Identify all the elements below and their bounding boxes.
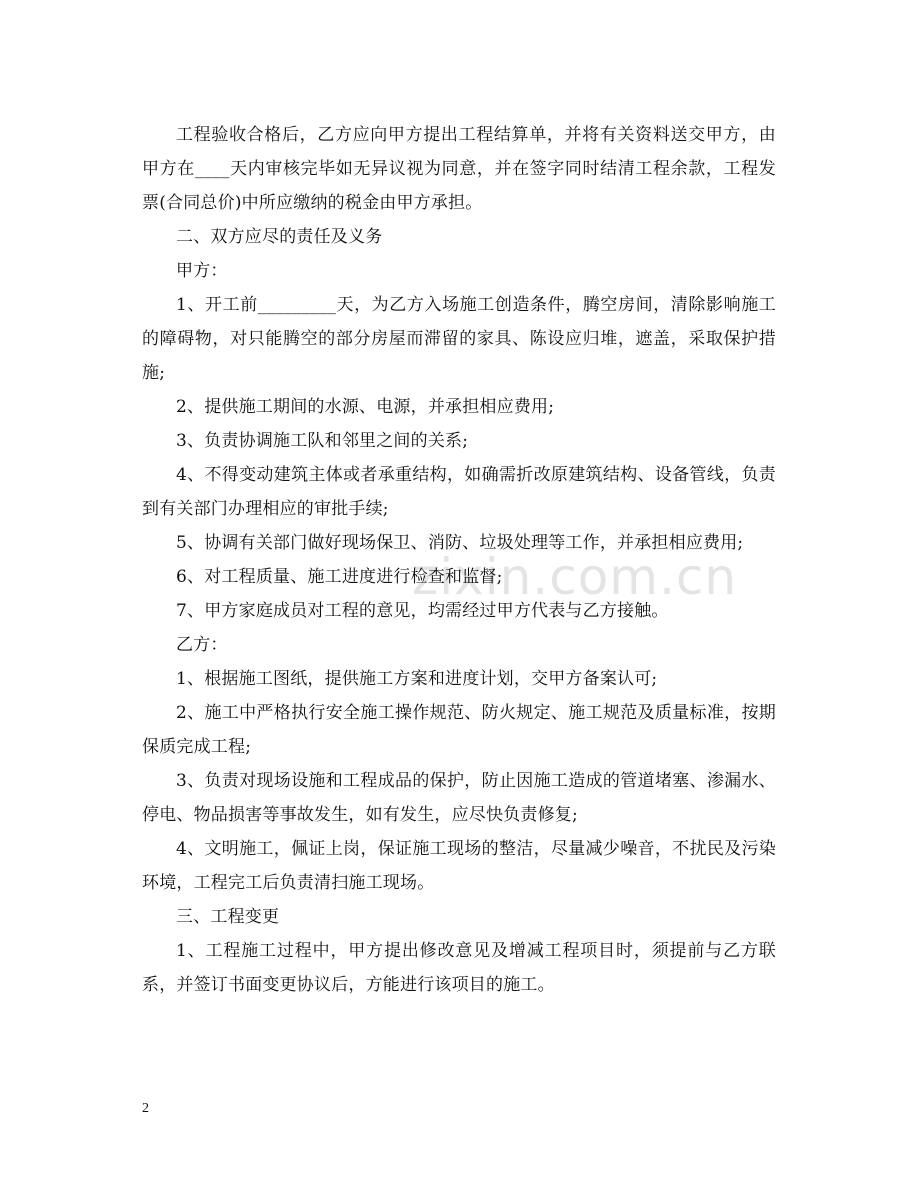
party-a-item-6: 6、对工程质量、施工进度进行检查和监督; <box>176 567 503 587</box>
party-b-heading: 乙方： <box>176 635 228 655</box>
party-a-item-3: 3、负责协调施工队和邻里之间的关系; <box>176 431 469 451</box>
changes-item-1: 1、工程施工过程中，甲方提出修改意见及增减工程项目时，须提前与乙方联系，并签订书面变更协议后，方能进行该项目的施工。 <box>142 941 776 995</box>
party-a-item-2: 2、提供施工期间的水源、电源，并承担相应费用; <box>176 397 555 417</box>
party-a-item-7: 7、甲方家庭成员对工程的意见，均需经过甲方代表与乙方接触。 <box>176 601 669 621</box>
section-heading-responsibilities: 二、双方应尽的责任及义务 <box>176 227 383 247</box>
paragraph-settlement: 工程验收合格后，乙方应向甲方提出工程结算单，并将有关资料送交甲方，由甲方在____天内审核完毕如无异议视为同意，并在签字同时结清工程余款，工程发票(合同总价)中所应缴纳的税金由甲方承担。 <box>142 125 776 213</box>
watermark: zixin.com.cn <box>412 548 738 606</box>
party-a-heading: 甲方： <box>176 261 228 281</box>
party-b-item-2: 2、施工中严格执行安全施工操作规范、防火规定、施工规范及质量标准，按期保质完成工程; <box>142 703 776 757</box>
document-body <box>142 118 776 1002</box>
party-b-item-1: 1、根据施工图纸，提供施工方案和进度计划，交甲方备案认可; <box>176 669 658 689</box>
party-b-item-4: 4、文明施工，佩证上岗，保证施工现场的整洁，尽量减少噪音，不扰民及污染环境，工程完工后负责清扫施工现场。 <box>142 839 776 893</box>
section-heading-changes: 三、工程变更 <box>176 907 280 927</box>
party-a-item-5: 5、协调有关部门做好现场保卫、消防、垃圾处理等工作，并承担相应费用; <box>176 533 744 553</box>
page-number: 2 <box>142 1101 149 1116</box>
party-a-item-1: 1、开工前_________天，为乙方入场施工创造条件，腾空房间，清除影响施工的障碍物，对只能腾空的部分房屋而滞留的家具、陈设应归堆，遮盖，采取保护措施; <box>142 295 776 383</box>
party-b-item-3: 3、负责对现场设施和工程成品的保护，防止因施工造成的管道堵塞、渗漏水、停电、物品损害等事故发生，如有发生，应尽快负责修复; <box>142 771 776 825</box>
party-a-item-4: 4、不得变动建筑主体或者承重结构，如确需折改原建筑结构、设备管线，负责到有关部门办理相应的审批手续; <box>142 465 776 519</box>
